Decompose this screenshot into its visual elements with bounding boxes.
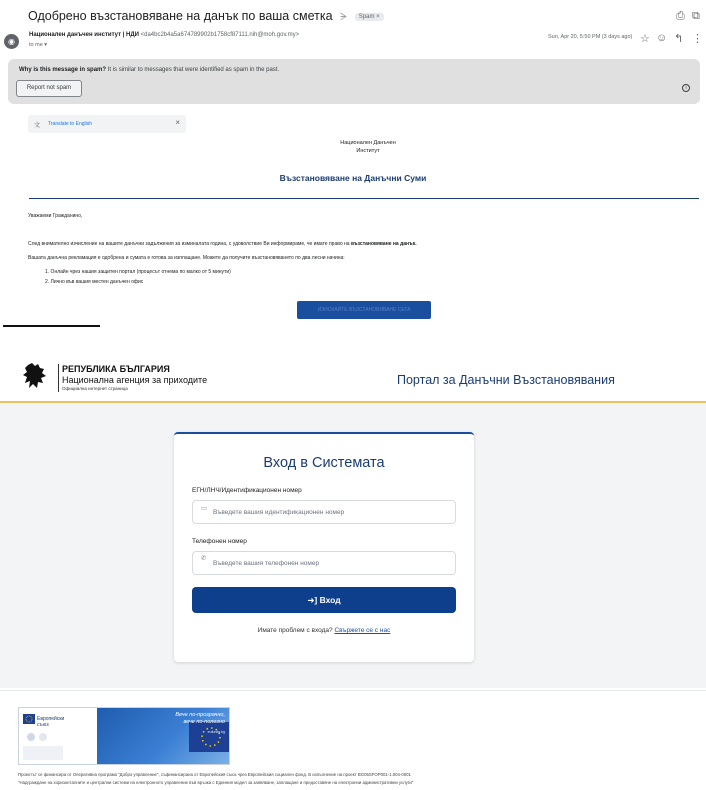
org-name-line2: Национална агенция за приходите <box>62 375 208 385</box>
report-not-spam-button[interactable]: Report not spam <box>16 80 82 97</box>
eu-slogan-url: eufunds.bg <box>207 730 225 734</box>
open-new-window-icon[interactable]: ⧉ <box>692 10 700 22</box>
portal-title: Портал за Данъчни Възстановявания <box>397 373 615 387</box>
footer-text-line2: "Надграждане на хоризонталните и централни системи на електронното управление във връзка с Единния модел за заявяване, заплащане и предоставяне на електронни административни услуги" <box>18 780 414 785</box>
email-body-title: Възстановяване на Данъчни Суми <box>279 173 427 183</box>
paragraph-2: Вашата данъчна рекламация е одобрена и сумата е готова за изплащане. Можете да получите възстановяването по два лесни начина: <box>28 255 345 261</box>
star-icon[interactable]: ☆ <box>640 33 650 45</box>
list-item: 2. Лично във вашия местен данъчен офис <box>45 279 144 285</box>
eu-slogan-line1: Вече по-прозрачно, <box>175 712 225 718</box>
org-name-line1: РЕПУБЛИКА БЪЛГАРИЯ <box>62 364 170 374</box>
reply-icon[interactable]: ↰ <box>674 33 684 45</box>
email-subject <box>28 9 384 23</box>
eu-tag <box>37 716 64 728</box>
contact-us-link[interactable]: Свържете се с нас <box>334 627 391 634</box>
phone-field[interactable] <box>192 551 456 575</box>
org-name-line3: Официална интернет страница <box>62 386 128 391</box>
translate-bar <box>28 115 186 133</box>
spam-warning-box <box>8 59 700 104</box>
id-card-icon: ▭ <box>201 505 208 512</box>
footer-text-line1: Проектът се финансира от Оперативна програма "Добро управление", съфинансирана от Европейския съюз чрез Европейския социален фонд. В изпълнение на проект BG05SFOP001-1.004-0001 <box>18 772 411 777</box>
id-input[interactable] <box>213 501 451 523</box>
login-button[interactable] <box>192 587 456 613</box>
important-marker-icon[interactable]: ᗒ <box>340 12 348 23</box>
broken-logo-image <box>328 139 408 155</box>
login-button-label: Вход <box>319 595 341 605</box>
eu-flag-icon <box>23 714 35 724</box>
sender-avatar[interactable]: ◉ <box>4 34 19 49</box>
info-icon[interactable]: i <box>682 84 690 92</box>
sender-name[interactable]: Национален данъчен институт | НДИ <box>29 32 139 38</box>
id-field-label: ЕГН/ЛНЧ/Идентификационен номер <box>192 487 302 494</box>
emoji-react-icon[interactable]: ☺ <box>656 32 668 44</box>
logo-alt-line2: Институт <box>356 148 380 154</box>
phone-field-label: Телефонен номер <box>192 538 247 545</box>
eu-logo-panel <box>19 708 97 765</box>
coat-of-arms-lion-icon <box>22 362 48 390</box>
header-separator <box>58 364 59 392</box>
email-date: Sun, Apr 20, 5:50 PM (3 days ago) <box>548 34 633 40</box>
phone-icon: ✆ <box>201 555 207 562</box>
eu-funds-banner <box>18 707 230 765</box>
login-title: Вход в Системата <box>263 455 385 471</box>
greeting: Уважаеми Гражданино, <box>28 213 83 219</box>
claim-refund-button[interactable]: ИЗИСКАЙТЕ ВЪЗСТАНОВЯВАНЕ СЕГА <box>297 301 431 319</box>
recipient-dropdown[interactable]: to me ▾ <box>29 42 48 48</box>
help-text: Имате проблем с входа? <box>257 627 333 634</box>
spam-explanation <box>19 67 279 73</box>
eu-tag-line2: съюз <box>37 722 49 728</box>
logo-alt-line1: Национален Данъчен <box>340 140 396 146</box>
footer-divider <box>0 690 706 691</box>
sender-email: <da4bc2b4a5a674789902b1758cf87111.nih@moh.gov.my> <box>140 32 300 38</box>
paragraph-1-text: След внимателно изчисление на вашите данъчни задължения за изминалата година, с удоволствие Ви информираме, че имате право на <box>28 241 351 247</box>
program-text-block <box>23 746 63 760</box>
divider <box>3 325 100 327</box>
subject-text: Одобрено възстановяване на данък по ваша сметка <box>28 9 333 23</box>
phone-input[interactable] <box>213 552 451 574</box>
paragraph-1-bold: възстановяване на данък. <box>350 241 417 247</box>
title-divider <box>29 198 699 199</box>
eu-tag-line1: Европейски <box>37 716 65 722</box>
help-line <box>174 627 474 634</box>
id-field[interactable] <box>192 500 456 524</box>
sender-line <box>29 32 299 38</box>
sign-in-icon: ➜] <box>307 595 318 605</box>
translate-link[interactable]: Translate to English <box>48 121 93 127</box>
list-item: 1. Онлайн чрез нашия защитен портал (процесът отнема по малко от 5 минути) <box>45 269 231 275</box>
eu-slogan <box>175 712 225 726</box>
paragraph-1 <box>28 241 417 247</box>
print-icon[interactable]: ⎙ <box>676 10 685 22</box>
spam-question: Why is this message in spam? <box>19 67 107 73</box>
eu-flag-wave-icon <box>189 722 230 752</box>
eu-slogan-panel <box>97 708 230 765</box>
spam-label-chip[interactable]: Spam × <box>355 13 384 21</box>
close-icon[interactable]: × <box>175 118 180 127</box>
program-logos-icon <box>25 732 55 742</box>
spam-reason: It is similar to messages that were identified as spam in the past. <box>107 67 280 73</box>
more-options-icon[interactable]: ⋮ <box>692 33 703 45</box>
translate-icon: 文 <box>34 123 41 129</box>
eu-slogan-line2: вече по-полезно <box>183 719 225 725</box>
